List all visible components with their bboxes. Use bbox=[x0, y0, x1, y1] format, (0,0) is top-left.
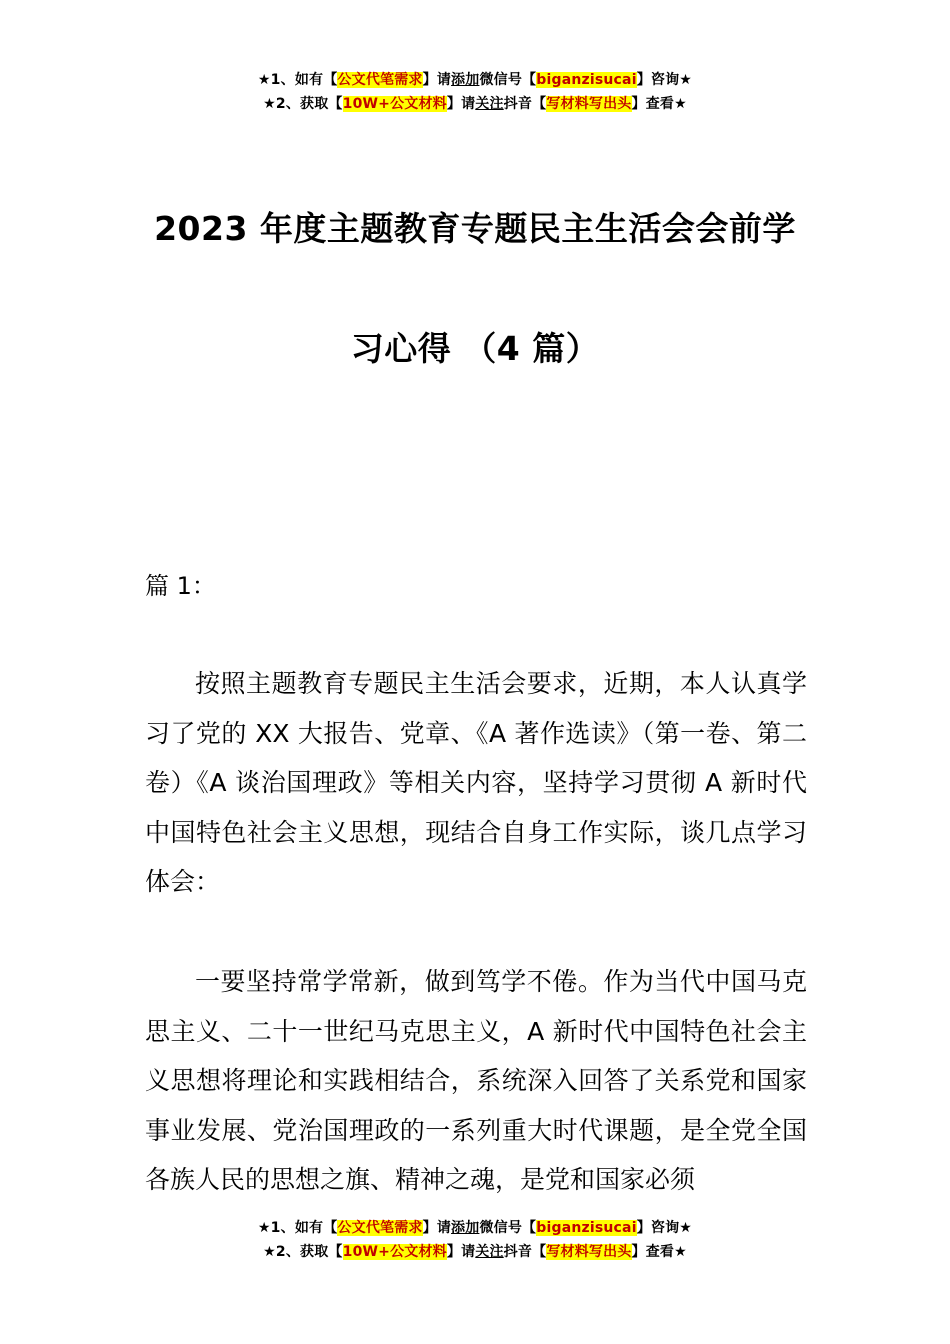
banner-highlight: biganzisucai bbox=[536, 72, 637, 88]
header-banner bbox=[0, 68, 950, 116]
footer-banner bbox=[0, 1216, 950, 1264]
banner-highlight: 公文代笔需求 bbox=[337, 72, 423, 88]
body-paragraph: 按照主题教育专题民主生活会要求，近期，本人认真学习了党的 XX 大报告、党章、《A 著作选读》（第一卷、第二卷）《A 谈治国理政》等相关内容，坚持学习贯彻 A 新时代中国特色社会主义思想，现结合自身工作实际，谈几点学习体会： bbox=[145, 669, 807, 896]
body-paragraph: 一要坚持常学常新，做到笃学不倦。作为当代中国马克思主义、二十一世纪马克思主义，A 新时代中国特色社会主义思想将理论和实践相结合，系统深入回答了关系党和国家事业发展、党治国理政的一系列重大时代课题，是全党全国各族人民的思想之旗、精神之魂，是党和国家必须 bbox=[145, 967, 807, 1194]
banner-highlight: 写材料写出头 bbox=[546, 1244, 632, 1260]
document-title-line-2: 习心得 （4 篇） bbox=[350, 329, 600, 368]
section-label: 篇 1： bbox=[145, 572, 216, 600]
banner-line-2: ★2、获取【10W+公文材料】请关注抖音【写材料写出头】查看★ bbox=[263, 1244, 687, 1260]
banner-line-1: ★1、如有【公文代笔需求】请添加微信号【biganzisucai】咨询★ bbox=[257, 72, 693, 88]
banner-highlight: 写材料写出头 bbox=[546, 96, 632, 112]
banner-line-2: ★2、获取【10W+公文材料】请关注抖音【写材料写出头】查看★ bbox=[263, 96, 687, 112]
banner-highlight: 10W+公文材料 bbox=[342, 96, 447, 112]
banner-highlight: 公文代笔需求 bbox=[337, 1220, 423, 1236]
document-title-line-1: 2023 年度主题教育专题民主生活会会前学 bbox=[154, 209, 796, 248]
banner-highlight: biganzisucai bbox=[536, 1220, 637, 1236]
banner-highlight: 10W+公文材料 bbox=[342, 1244, 447, 1260]
banner-line-1: ★1、如有【公文代笔需求】请添加微信号【biganzisucai】咨询★ bbox=[257, 1220, 693, 1236]
